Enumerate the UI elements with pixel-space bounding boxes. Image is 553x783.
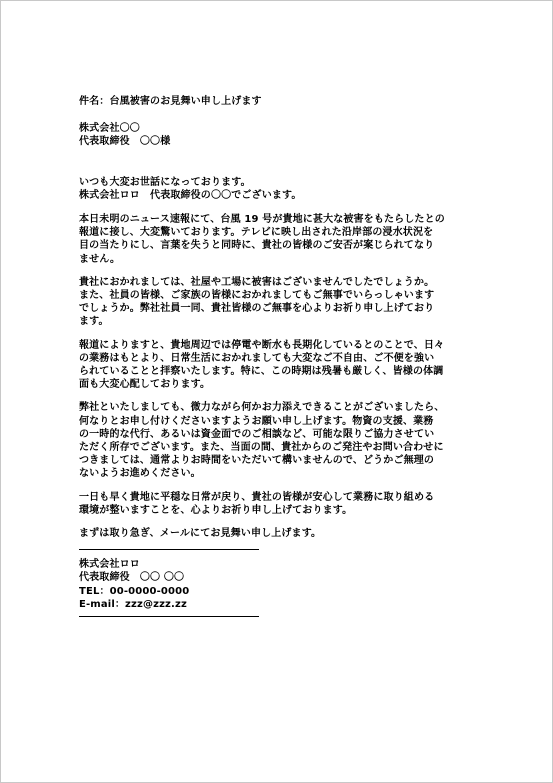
signature-person: 代表取締役 〇〇 〇〇 xyxy=(79,572,185,584)
paragraph-line: 目の当たりにし、言葉を失うと同時に、貴社の皆様のご安否が案じられてなり xyxy=(79,240,435,252)
signature-company: 株式会社ロロ xyxy=(79,559,140,571)
subject-text: 件名：台風被害のお見舞い申し上げます xyxy=(79,96,262,107)
paragraph-line: ます。 xyxy=(79,316,109,328)
paragraph-1 xyxy=(79,213,479,266)
paragraph-line: られていることと拝察いたします。特に、この時期は残暑も厳しく、皆様の体調 xyxy=(79,366,444,378)
recipient-company: 株式会社〇〇 xyxy=(79,123,140,135)
paragraph-5 xyxy=(79,491,479,517)
paragraph-line: 面も大変心配しております。 xyxy=(79,379,211,391)
paragraph-line: でしょうか。弊社社員一同、貴社皆様のご無事を心よりお祈り申し上げており xyxy=(79,303,435,315)
paragraph-line: 貴社におかれましては、社屋や工場に被害はございませんでしたでしょうか。 xyxy=(79,276,435,288)
greeting-block xyxy=(79,176,479,202)
signature-divider-top xyxy=(79,549,259,550)
greeting-line: 株式会社ロロ 代表取締役の〇〇でございます。 xyxy=(79,189,302,201)
recipient-person: 代表取締役 〇〇様 xyxy=(79,136,171,148)
signature-block xyxy=(79,558,479,611)
paragraph-line: 一日も早く貴地に平穏な日常が戻り、貴社の皆様が安心して業務に取り組める xyxy=(79,491,435,503)
greeting-line: いつも大変お世話になっております。 xyxy=(79,176,251,188)
paragraph-line: 本日未明のニュース速報にて、台風 19 号が貴地に甚大な被害をもたらしたとの xyxy=(79,214,445,226)
signature-email: E-mail：zzz@zzz.zz xyxy=(79,598,187,610)
paragraph-line: つきましては、通常よりお時間をいただいて構いませんので、どうかご無理の xyxy=(79,455,435,467)
letter-body xyxy=(79,95,479,617)
paragraph-line: また、社員の皆様、ご家族の皆様におかれましてもご無事でいらっしゃいます xyxy=(79,290,435,302)
paragraph-line: ません。 xyxy=(79,253,121,265)
paragraph-3 xyxy=(79,339,479,392)
paragraph-line: の業務はもとより、日常生活におかれましても大変なご不自由、ご不便を強い xyxy=(79,352,435,364)
signature-divider-bottom xyxy=(79,616,259,617)
closing-text: まずは取り急ぎ、メールにてお見舞い申し上げます。 xyxy=(79,528,322,540)
paragraph-line: 環境が整いますことを、心よりお祈り申し上げております。 xyxy=(79,504,353,516)
paragraph-line: ただく所存でございます。また、当面の間、貴社からのご発注やお問い合わせに xyxy=(79,442,444,454)
paragraph-line: の一時的な代行、あるいは資金面でのご相談など、可能な限りご協力させてい xyxy=(79,428,435,440)
signature-tel: TEL：00-0000-0000 xyxy=(79,585,190,597)
paragraph-line: 報道によりますと、貴地周辺では停電や断水も長期化しているとのことで、日々 xyxy=(79,339,445,351)
paragraph-line: 何なりとお申し付けくださいますようお願い申し上げます。物資の支援、業務 xyxy=(79,415,434,427)
subject-line xyxy=(79,95,479,108)
paragraph-2 xyxy=(79,276,479,329)
paragraph-line: ないようお進めください。 xyxy=(79,468,201,480)
paragraph-4 xyxy=(79,401,479,480)
paragraph-line: 弊社といたしましても、微力ながら何かお力添えできることがございましたら、 xyxy=(79,402,445,414)
recipient-block xyxy=(79,122,479,148)
paragraph-line: 報道に接し、大変驚いております。テレビに映し出された沿岸部の浸水状況を xyxy=(79,227,434,239)
closing-line xyxy=(79,527,479,540)
